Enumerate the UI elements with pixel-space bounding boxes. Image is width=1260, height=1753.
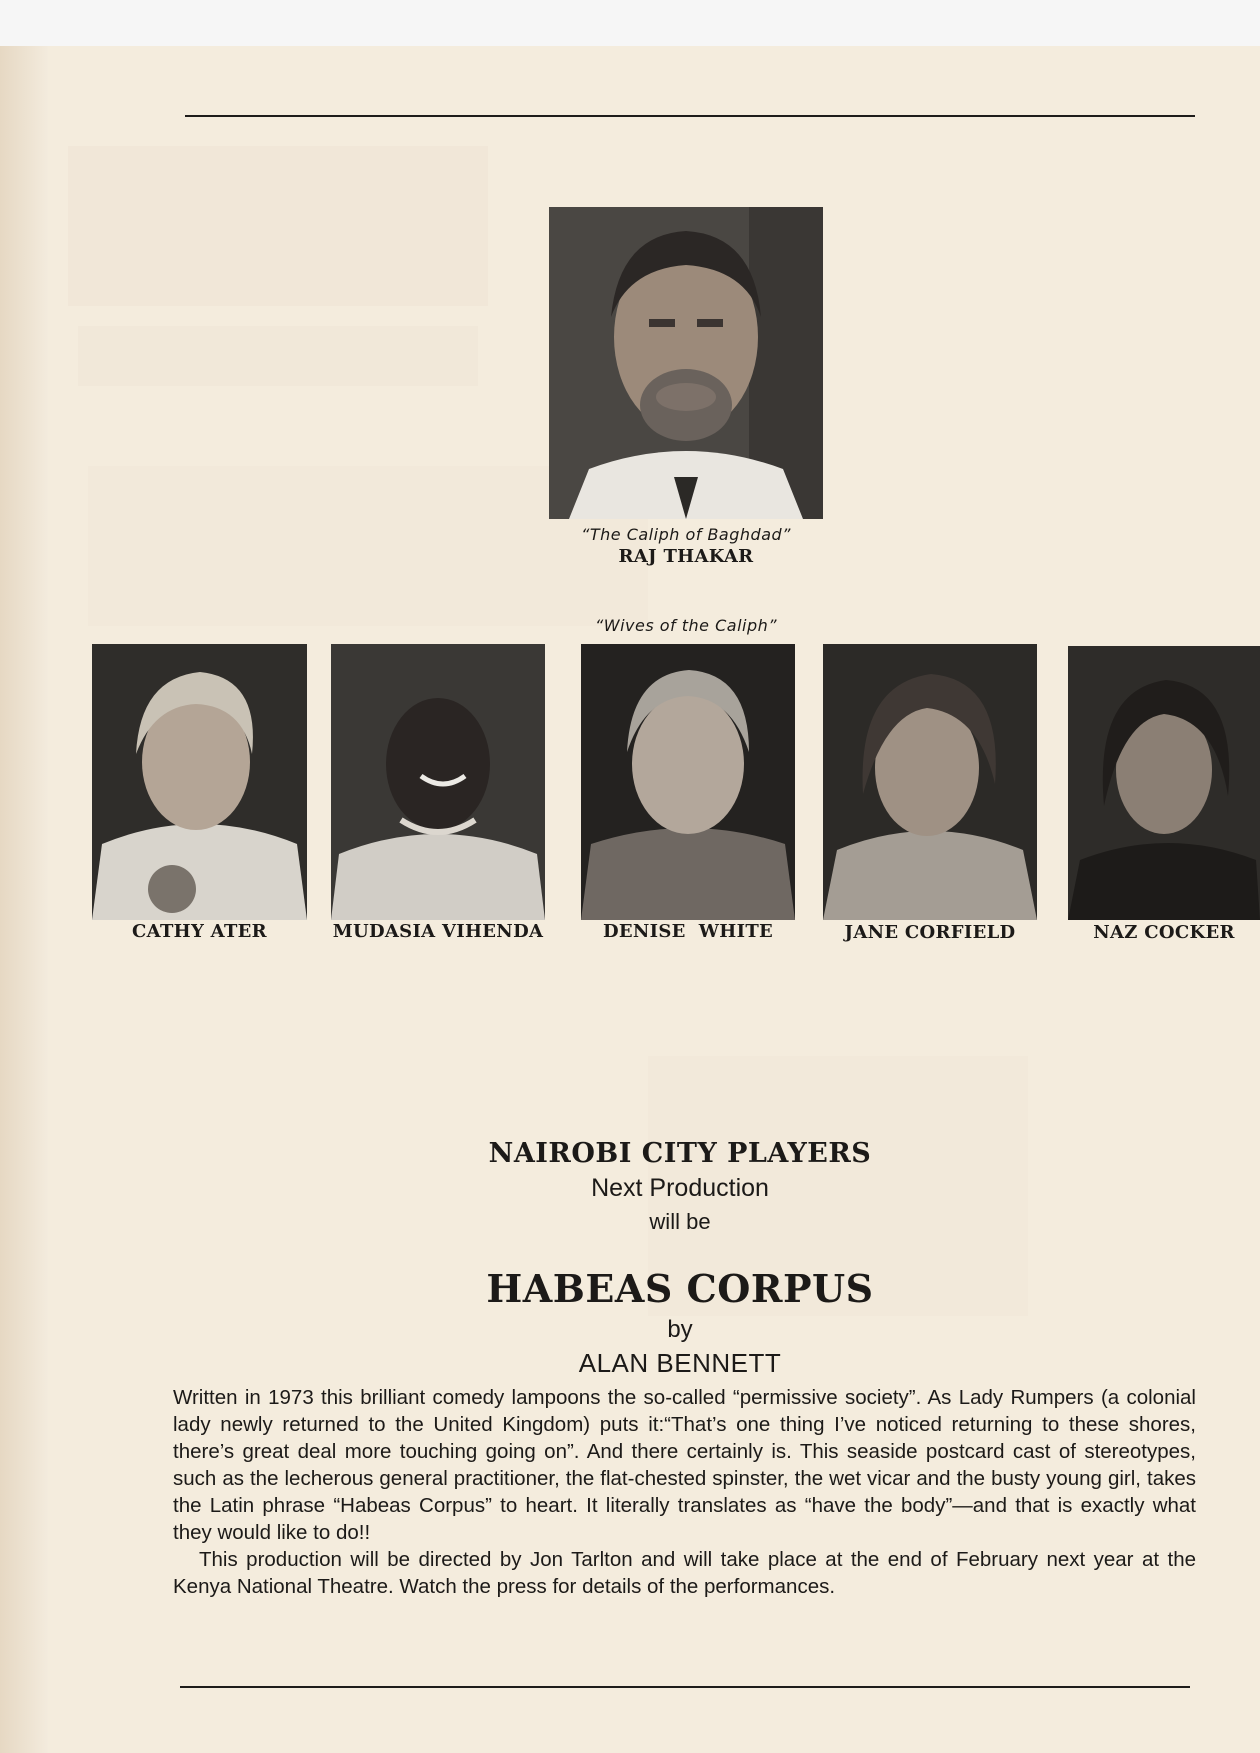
show-through-block-1 [68, 146, 488, 306]
show-through-block-2 [78, 326, 478, 386]
cast-name-denise-white: DENISE WHITE [602, 921, 774, 942]
description-paragraph-2: This production will be directed by Jon Tarlton and will take place at the end of February next year at the Kenya National Theatre. Watch the press for details of the performances. [173, 1548, 1196, 1598]
will-be-label: will be [649, 1209, 711, 1234]
cast-name-jane-corfield: JANE CORFIELD [844, 922, 1016, 943]
top-rule [185, 115, 1195, 117]
production-title: HABEAS CORPUS [486, 1266, 874, 1311]
bottom-rule [180, 1686, 1190, 1688]
portrait-raj-thakar [549, 207, 823, 519]
portrait-denise-white [581, 644, 795, 920]
scanner-background [0, 0, 1260, 48]
by-label: by [667, 1316, 693, 1343]
company-name: NAIROBI CITY PLAYERS [488, 1138, 872, 1169]
portrait-cathy-ater [92, 644, 307, 920]
cast-name-naz-cocker: NAZ COCKER [1093, 922, 1235, 943]
role-caliph: “The Caliph of Baghdad” [581, 525, 791, 544]
production-description [173, 1384, 1196, 1600]
author-name: ALAN BENNETT [578, 1348, 782, 1378]
role-wives: “Wives of the Caliph” [594, 616, 778, 635]
cast-name-mudasia-vihenda: MUDASIA VIHENDA [332, 921, 544, 942]
page-edge-shadow [0, 46, 48, 1753]
portrait-mudasia-vihenda [331, 644, 545, 920]
portrait-naz-cocker [1068, 646, 1260, 920]
portrait-jane-corfield [823, 644, 1037, 920]
description-paragraph-1: Written in 1973 this brilliant comedy lampoons the so-called “permissive society”. As Lady Rumpers (a colonial lady newly returned to the United Kingdom) puts it:“That’s one thing I’ve noticed returning to these shores, there’s great deal more touching going on”. And there certainly is. This seaside postcard cast of stereotypes, such as the lecherous general practitioner, the flat-chested spinster, the wet vicar and the busty young girl, takes the Latin phrase “Habeas Corpus” to heart. It literally translates as “have the body”—and that is exactly what they would like to do!! [173, 1386, 1196, 1544]
cast-name-raj-thakar: RAJ THAKAR [618, 546, 754, 567]
next-production-label: Next Production [591, 1174, 769, 1202]
cast-name-cathy-ater: CATHY ATER [132, 921, 267, 942]
